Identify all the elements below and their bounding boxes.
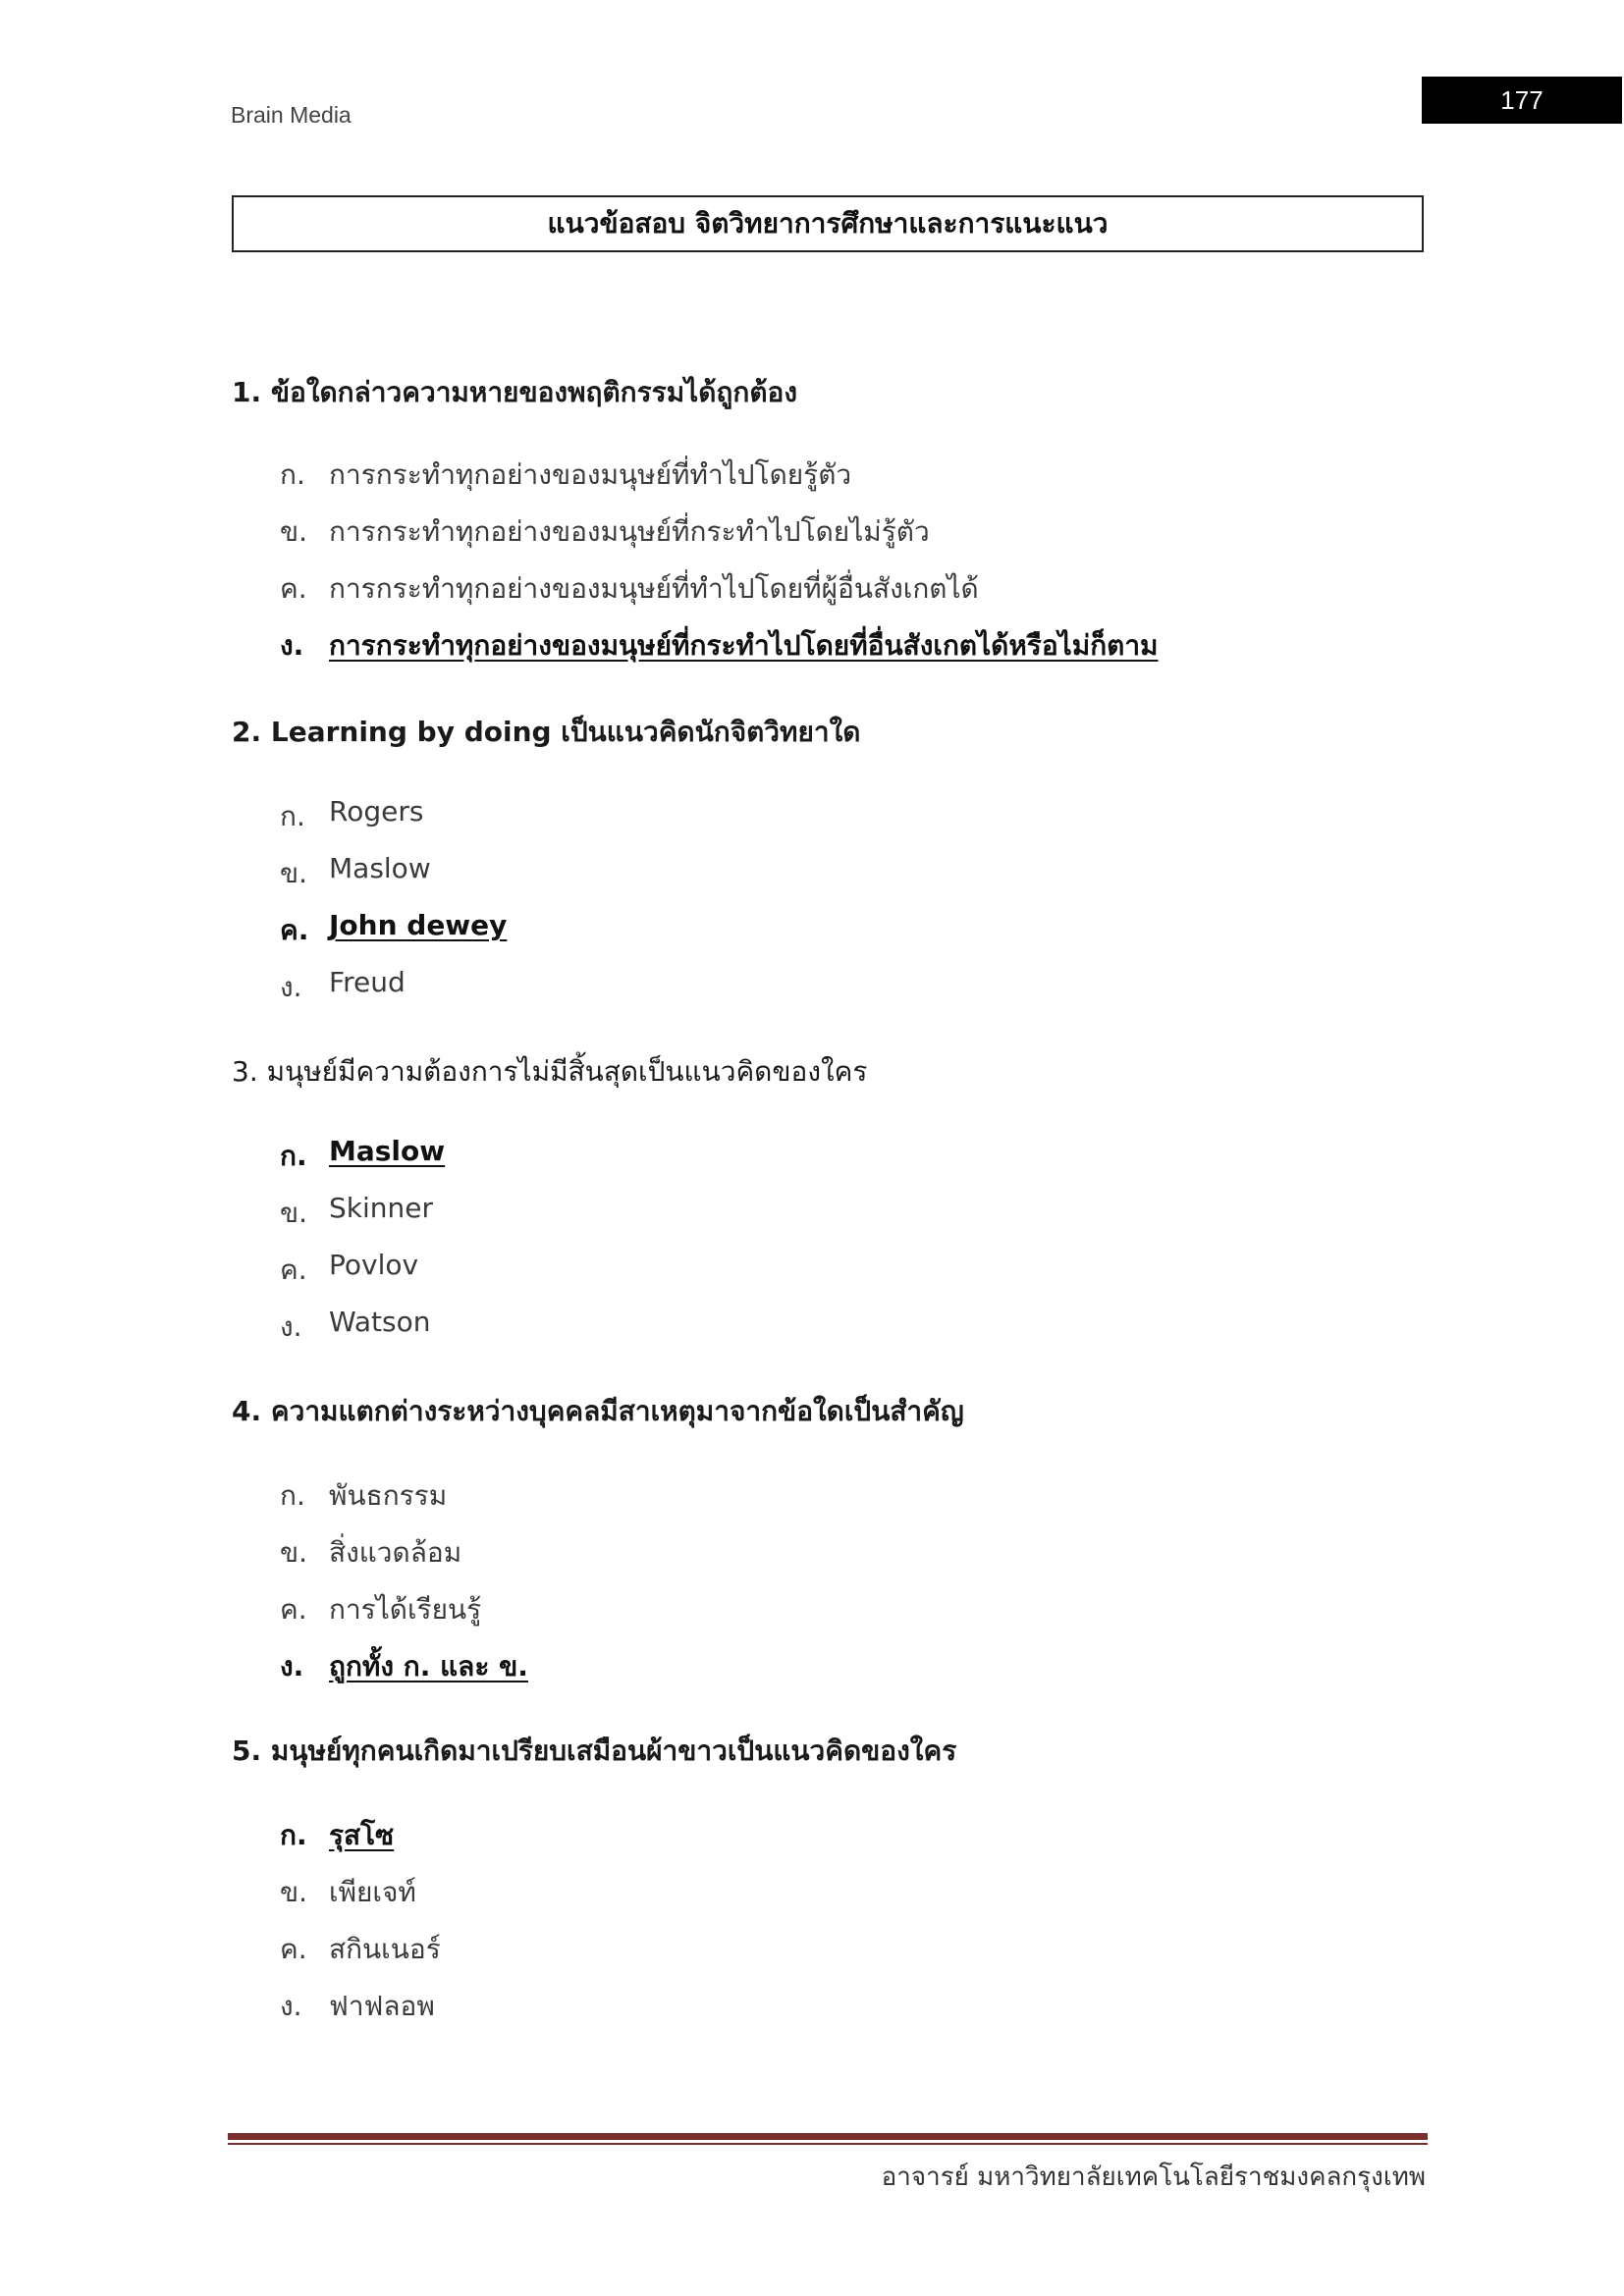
- page-number: 177: [1422, 77, 1622, 124]
- question-3-option-a-correct: [280, 1135, 445, 1178]
- option-letter: ข.: [280, 857, 308, 889]
- option-text: Maslow: [329, 1135, 446, 1167]
- question-3: 3. มนุษย์มีความต้องการไม่มีสิ้นสุดเป็นแนวคิดของใคร: [232, 1055, 868, 1088]
- option-letter: ค.: [280, 914, 309, 946]
- option-text: การกระทำทุกอย่างของมนุษย์ที่ทำไปโดยรู้ตัว: [329, 458, 852, 491]
- question-1-option-c: [280, 567, 979, 611]
- option-letter: ง.: [280, 1990, 302, 2022]
- footer-divider-thin: [228, 2143, 1428, 2145]
- option-text: การกระทำทุกอย่างของมนุษย์ที่กระทำไปโดยไม่รู้ตัว: [329, 515, 930, 548]
- question-1-option-a: [280, 454, 851, 497]
- option-text: สกินเนอร์: [329, 1933, 441, 1965]
- option-letter: ง.: [280, 1310, 302, 1343]
- option-letter: ก.: [280, 458, 305, 491]
- question-5-option-b: [280, 1871, 416, 1914]
- option-text: John dewey: [329, 909, 508, 941]
- question-5-option-d: [280, 1985, 435, 2028]
- option-text: Maslow: [329, 852, 431, 884]
- footer-institution: อาจารย์ มหาวิทยาลัยเทคโนโลยีราชมงคลกรุงเทพ: [881, 2163, 1426, 2192]
- question-4-option-d-correct: [280, 1645, 528, 1688]
- page-title: แนวข้อสอบ จิตวิทยาการศึกษาและการแนะแนว: [232, 195, 1424, 252]
- option-text: Rogers: [329, 795, 424, 828]
- option-text: เพียเจท์: [329, 1876, 416, 1908]
- question-4: 4. ความแตกต่างระหว่างบุคคลมีสาเหตุมาจากข้อใดเป็นสำคัญ: [232, 1395, 964, 1427]
- option-text: Povlov: [329, 1249, 419, 1281]
- option-letter: ง.: [280, 629, 304, 662]
- option-text: Freud: [329, 966, 406, 998]
- option-letter: ค.: [280, 1933, 307, 1965]
- option-letter: ค.: [280, 572, 307, 605]
- header-brand: Brain Media: [231, 102, 352, 128]
- option-letter: ข.: [280, 1197, 308, 1229]
- question-1-option-d-correct: [280, 624, 1159, 667]
- question-3-option-d: [280, 1306, 431, 1349]
- question-2-option-b: [280, 852, 431, 895]
- option-text: Skinner: [329, 1192, 433, 1224]
- question-3-option-b: [280, 1192, 433, 1235]
- option-text: ฟาฟลอพ: [329, 1990, 435, 2022]
- question-5: 5. มนุษย์ทุกคนเกิดมาเปรียบเสมือนผ้าขาวเป็นแนวคิดของใคร: [232, 1735, 957, 1767]
- question-4-option-c: [280, 1588, 481, 1631]
- question-4-option-b: [280, 1531, 461, 1575]
- question-4-option-a: [280, 1474, 447, 1518]
- option-letter: ข.: [280, 515, 308, 548]
- question-1: 1. ข้อใดกล่าวความหายของพฤติกรรมได้ถูกต้อง: [232, 376, 798, 408]
- option-text: ถูกทั้ง ก. และ ข.: [329, 1650, 528, 1682]
- question-5-option-c: [280, 1928, 441, 1971]
- question-2-option-c-correct: [280, 909, 507, 952]
- option-letter: ก.: [280, 1140, 307, 1172]
- option-text: สิ่งแวดล้อม: [329, 1536, 462, 1569]
- footer-divider: [228, 2133, 1428, 2140]
- question-1-option-b: [280, 510, 930, 554]
- option-text: การกระทำทุกอย่างของมนุษย์ที่ทำไปโดยที่ผู้อื่นสังเกตได้: [329, 572, 979, 605]
- option-text: การกระทำทุกอย่างของมนุษย์ที่กระทำไปโดยที่อื่นสังเกตได้หรือไม่ก็ตาม: [329, 629, 1159, 662]
- option-letter: ข.: [280, 1876, 308, 1908]
- question-2-option-d: [280, 966, 406, 1009]
- question-5-option-a-correct: [280, 1814, 394, 1857]
- option-letter: ค.: [280, 1254, 307, 1286]
- option-letter: ก.: [280, 1479, 305, 1512]
- question-2-option-a: [280, 795, 423, 838]
- option-text: การได้เรียนรู้: [329, 1593, 482, 1626]
- option-text: รุสโซ: [329, 1819, 395, 1851]
- question-2: 2. Learning by doing เป็นแนวคิดนักจิตวิทยาใด: [232, 716, 861, 748]
- option-letter: ค.: [280, 1593, 307, 1626]
- question-3-option-c: [280, 1249, 418, 1292]
- option-text: พันธกรรม: [329, 1479, 448, 1512]
- option-letter: ก.: [280, 800, 305, 832]
- option-text: Watson: [329, 1306, 431, 1338]
- option-letter: ข.: [280, 1536, 308, 1569]
- option-letter: ง.: [280, 971, 302, 1003]
- option-letter: ก.: [280, 1819, 307, 1851]
- option-letter: ง.: [280, 1650, 304, 1682]
